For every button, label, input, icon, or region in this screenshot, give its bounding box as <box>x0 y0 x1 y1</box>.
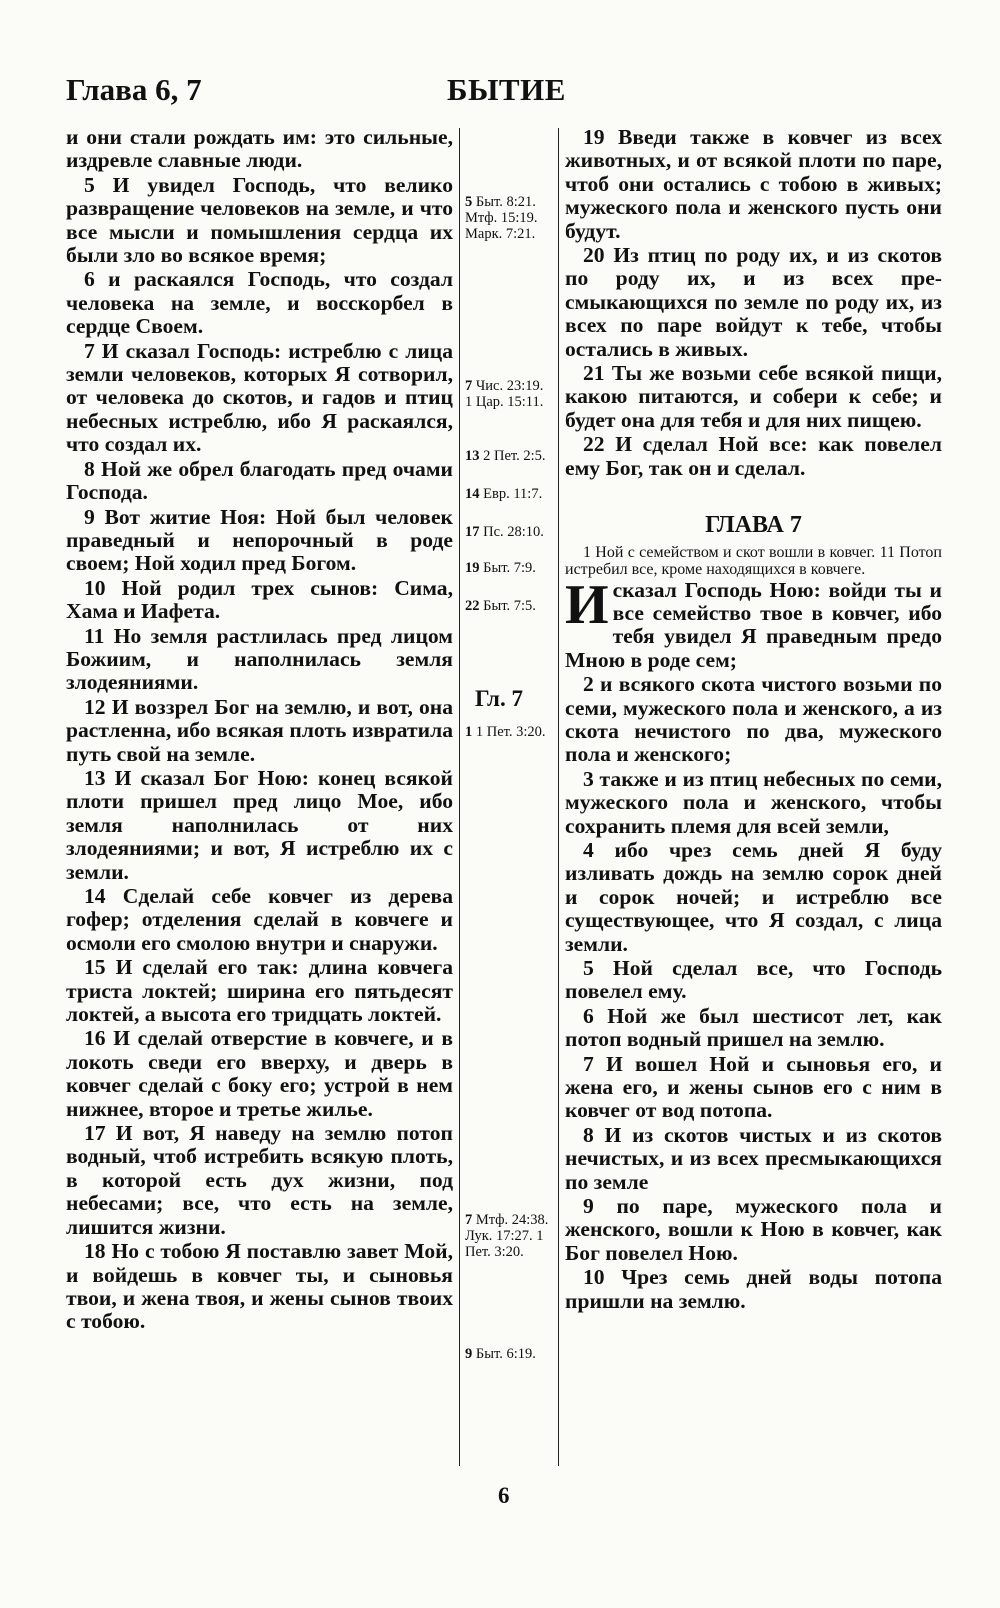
verse-paragraph: 7 И сказал Господь: истреблю с лица земли человеков, которых Я сотворил, от человека до скотов, и гадов и птиц небесных истреблю, ибо Я раскаялся, что создал их. <box>66 338 453 457</box>
verse-paragraph: 20 Из птиц по роду их, и из скотов по роду их, и из всех пресмыкающихся по земле по роду их, из всех по паре войдут к тебе, чтобы остались в живых. <box>565 243 942 361</box>
verse-paragraph: 21 Ты же возьми себе всякой пищи, какою питаются, и собери к себе; и будет она для тебя и для них пищею. <box>565 361 942 432</box>
first-verse-paragraph <box>565 573 942 673</box>
verse-paragraph: 7 И вошел Ной и сыновья его, и жена его, и жены сынов его с ним в ковчег от вод потопа. <box>565 1051 942 1123</box>
verse-paragraph: 17 И вот, Я наведу на землю потоп водный, чтоб истребить всякую плоть, в которой есть дух жизни, под небесами; все, что есть на земле, лишится жизни. <box>66 1121 453 1239</box>
verse-paragraph: 19 Введи также в ковчег из всех животных, и от всякой плоти по паре, чтоб они остались с тобою в живых; мужеского пола и женского пусть они будут. <box>565 125 942 243</box>
column-divider-right <box>558 128 559 1466</box>
cross-reference: 7 Мтф. 24:38. Лук. 17:27. 1 Пет. 3:20. <box>465 1212 549 1260</box>
margin-chapter-label: Гл. 7 <box>475 686 523 711</box>
verse-paragraph: 6 и раскаялся Господь, что создал человека на земле, и восскорбел в сердце Своем. <box>66 267 453 339</box>
verse-paragraph: 8 И из скотов чистых и из скотов нечистых, и из всех пресмыкающихся по земле <box>565 1122 942 1194</box>
cross-reference: 13 2 Пет. 2:5. <box>465 448 546 464</box>
verse-paragraph: 8 Ной же обрел благодать пред очами Господа. <box>66 456 453 505</box>
column-divider-left <box>459 128 460 1466</box>
verse-paragraph: 5 Ной сделал все, что Господь повелел ему. <box>565 956 942 1004</box>
verse-paragraph: 10 Чрез семь дней воды потопа пришли на землю. <box>565 1265 942 1313</box>
verse-paragraph: 9 по паре, мужеского пола и женского, вошли к Ною в ковчег, как Бог повелел Ною. <box>565 1194 942 1265</box>
verse-paragraph: и они стали рождать им: это сильные, издревле славные люди. <box>66 125 453 173</box>
cross-reference: 1 1 Пет. 3:20. <box>465 724 546 740</box>
verse-paragraph: 12 И воззрел Бог на землю, и вот, она растленна, ибо всякая плоть извратила путь свой на земле. <box>66 694 453 766</box>
right-text-column <box>565 126 942 1314</box>
cross-reference: 14 Евр. 11:7. <box>465 486 543 502</box>
verse-paragraph: 9 Вот житие Ноя: Ной был человек праведный и непорочный в роде своем; Ной ходил пред Богом. <box>66 504 453 576</box>
verse-paragraph: 13 И сказал Бог Ною: конец всякой плоти пришел пред лицо Мое, ибо земля наполнилась от них злодеяниями; и вот, Я истреблю их с земли. <box>66 765 453 884</box>
verse-paragraph: 2 и всякого скота чистого возьми по семи, мужеского пола и женского, а из скота нечистого по два, мужеского пола и женского; <box>565 672 942 767</box>
first-verse-text: сказал Господь Ною: войди ты и все семейство твое в ковчег, ибо тебя увидел Я праведным предо Мною в роде сем; <box>565 577 942 672</box>
page-number: 6 <box>498 1483 510 1508</box>
cross-reference: 5 Быт. 8:21. Мтф. 15:19. Марк. 7:21. <box>465 194 538 242</box>
verse-paragraph: 16 И сделай отверстие в ковчеге, и в локоть сведи его вверху, и дверь в ковчег сделай с боку его; устрой в нем нижнее, второе и третье жилье. <box>66 1026 453 1121</box>
verse-paragraph: 22 И сделал Ной все: как повелел ему Бог, так он и сделал. <box>565 432 942 480</box>
cross-reference: 7 Чис. 23:19. 1 Цар. 15:11. <box>465 378 544 410</box>
cross-reference: 9 Быт. 6:19. <box>465 1346 536 1362</box>
verse-paragraph: 4 ибо чрез семь дней Я буду изливать дождь на землю сорок дней и сорок ночей; и истреблю все существующее, что Я создал, с лица земли. <box>565 837 942 956</box>
chapter-heading: ГЛАВА 7 <box>705 512 802 539</box>
verse-paragraph: 6 Ной же был шестисот лет, как потоп водный пришел на землю. <box>565 1003 942 1052</box>
verse-paragraph: 3 также и из птиц небесных по семи, мужеского пола и женского, чтобы сохранить племя для всей земли, <box>565 766 942 838</box>
verse-paragraph: 10 Ной родил трех сынов: Сима, Хама и Иафета. <box>66 575 453 624</box>
verse-paragraph: 11 Но земля растлилась пред лицом Божиим, и наполнилась земля злодеяниями. <box>66 623 453 695</box>
left-text-column <box>66 126 453 1335</box>
cross-reference: 22 Быт. 7:5. <box>465 598 536 614</box>
verse-paragraph: 14 Сделай себе ковчег из дерева гофер; отделения сделай в ковчеге и осмоли его смолою внутри и снаружи. <box>66 884 453 955</box>
drop-cap: И <box>565 573 609 636</box>
book-title: БЫТИЕ <box>447 72 566 107</box>
cross-reference: 19 Быт. 7:9. <box>465 560 536 576</box>
margin-references <box>465 128 555 1468</box>
verse-paragraph: 5 И увидел Господь, что велико развращение человеков на земле, и что все мысли и помышления сердца их были зло во всякое время; <box>66 172 453 268</box>
chapter-summary: 1 Ной с семейством и скот вошли в ковчег. 11 Потоп истребил все, кроме находящихся в ковчеге. <box>565 543 942 578</box>
cross-reference: 17 Пс. 28:10. <box>465 524 544 540</box>
chapter-range-header: Глава 6, 7 <box>66 72 202 107</box>
verse-paragraph: 18 Но с тобою Я поставлю завет Мой, и войдешь в ковчег ты, и сыновья твои, и жена твоя, и жены сынов твоих с тобою. <box>66 1239 453 1334</box>
verse-paragraph: 15 И сделай его так: длина ковчега триста локтей; ширина его пятьдесят локтей, а высота его тридцать локтей. <box>66 955 453 1027</box>
